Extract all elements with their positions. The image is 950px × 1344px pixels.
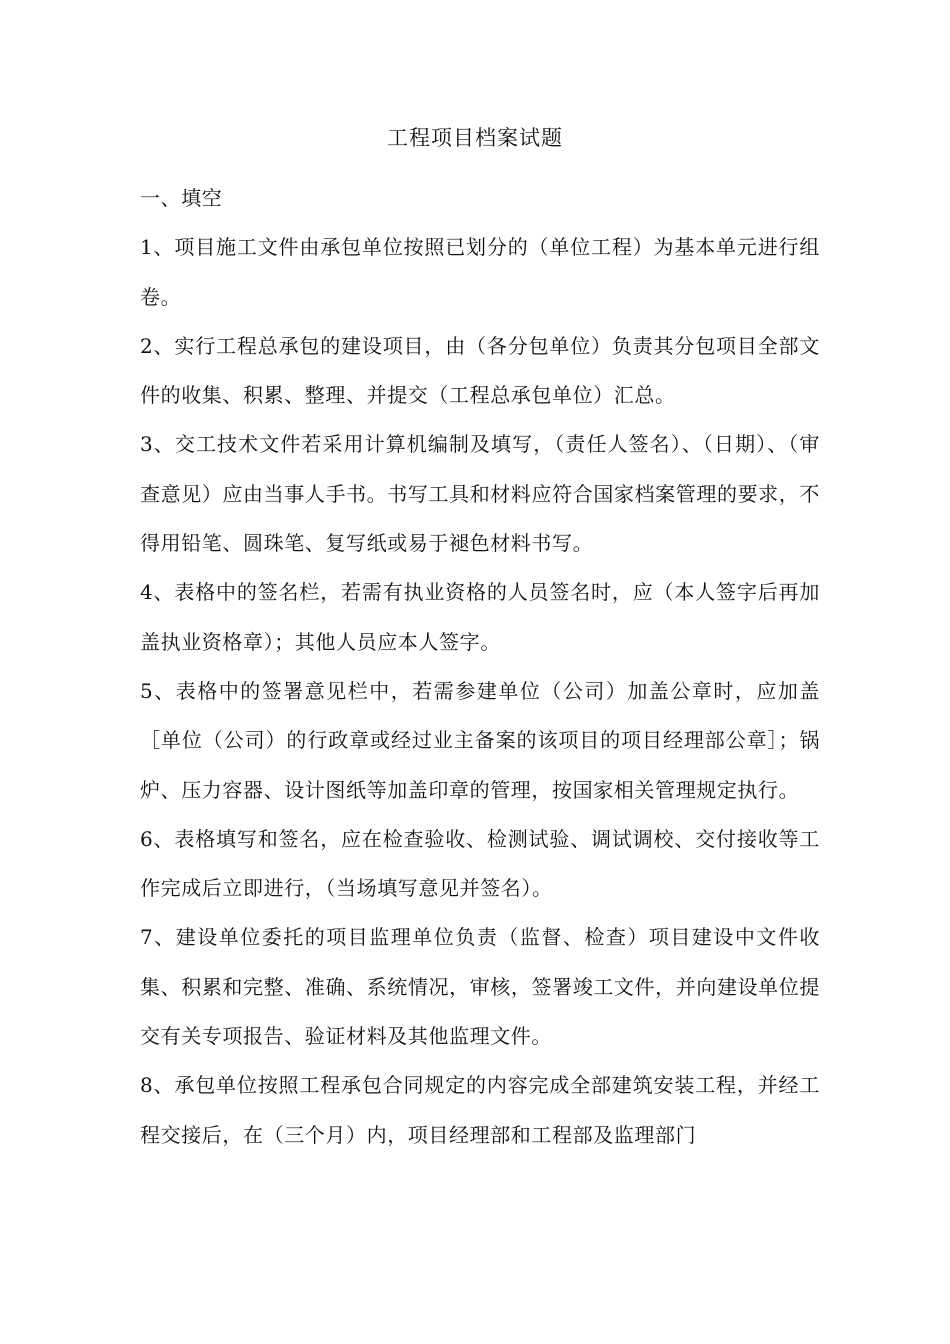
- question-item-1: [140, 223, 820, 322]
- question-text: 承包单位按照工程承包合同规定的内容完成全部建筑安装工程，并经工程交接后，在（三个月）内，项目经理部和工程部及监理部门: [140, 1073, 820, 1147]
- question-number: 5、: [140, 678, 176, 703]
- question-text: 实行工程总承包的建设项目，由（各分包单位）负责其分包项目全部文件的收集、积累、整理、并提交（工程总承包单位）汇总。: [140, 333, 820, 408]
- question-text: 建设单位委托的项目监理单位负责（监督、检查）项目建设中文件收集、积累和完整、准确、系统情况，审核，签署竣工文件，并向建设单位提交有关专项报告、验证材料及其他监理文件。: [140, 925, 821, 1049]
- question-text: 交工技术文件若采用计算机编制及填写，（责任人签名）、（日期）、（审查意见）应由当事人手书。书写工具和材料应符合国家档案管理的要求，不得用铅笔、圆珠笔、复写纸或易于褪色材料书写。: [140, 432, 820, 556]
- section-heading: 一、填空: [140, 186, 223, 210]
- question-number: 2、: [140, 333, 175, 358]
- document-body: [140, 174, 820, 1160]
- question-text: 表格中的签名栏，若需有执业资格的人员签名时，应（本人签字后再加盖执业资格章）；其他人员应本人签字。: [140, 580, 820, 654]
- question-item-3: [140, 420, 820, 568]
- question-text: 项目施工文件由承包单位按照已划分的（单位工程）为基本单元进行组卷。: [140, 235, 820, 309]
- question-number: 6、: [140, 826, 175, 851]
- question-text: 表格填写和签名，应在检查验收、检测试验、调试调校、交付接收等工作完成后立即进行，（当场填写意见并签名）。: [140, 826, 820, 901]
- question-item-8: [140, 1061, 820, 1160]
- question-number: 7、: [140, 925, 176, 950]
- question-item-7: [140, 913, 820, 1061]
- question-number: 3、: [140, 432, 175, 457]
- question-number: 4、: [140, 580, 175, 605]
- question-text: 表格中的签署意见栏中，若需参建单位（公司）加盖公章时，应加盖［单位（公司）的行政章或经过业主备案的该项目的项目经理部公章］；锅炉、压力容器、设计图纸等加盖印章的管理，按国家相关管理规定执行。: [140, 678, 821, 802]
- question-number: 8、: [140, 1073, 175, 1098]
- question-item-5: [140, 667, 820, 815]
- question-item-2: [140, 322, 820, 421]
- document-title: 工程项目档案试题: [387, 126, 563, 150]
- question-number: 1、: [140, 235, 175, 260]
- question-item-4: [140, 568, 820, 667]
- question-item-6: [140, 815, 820, 914]
